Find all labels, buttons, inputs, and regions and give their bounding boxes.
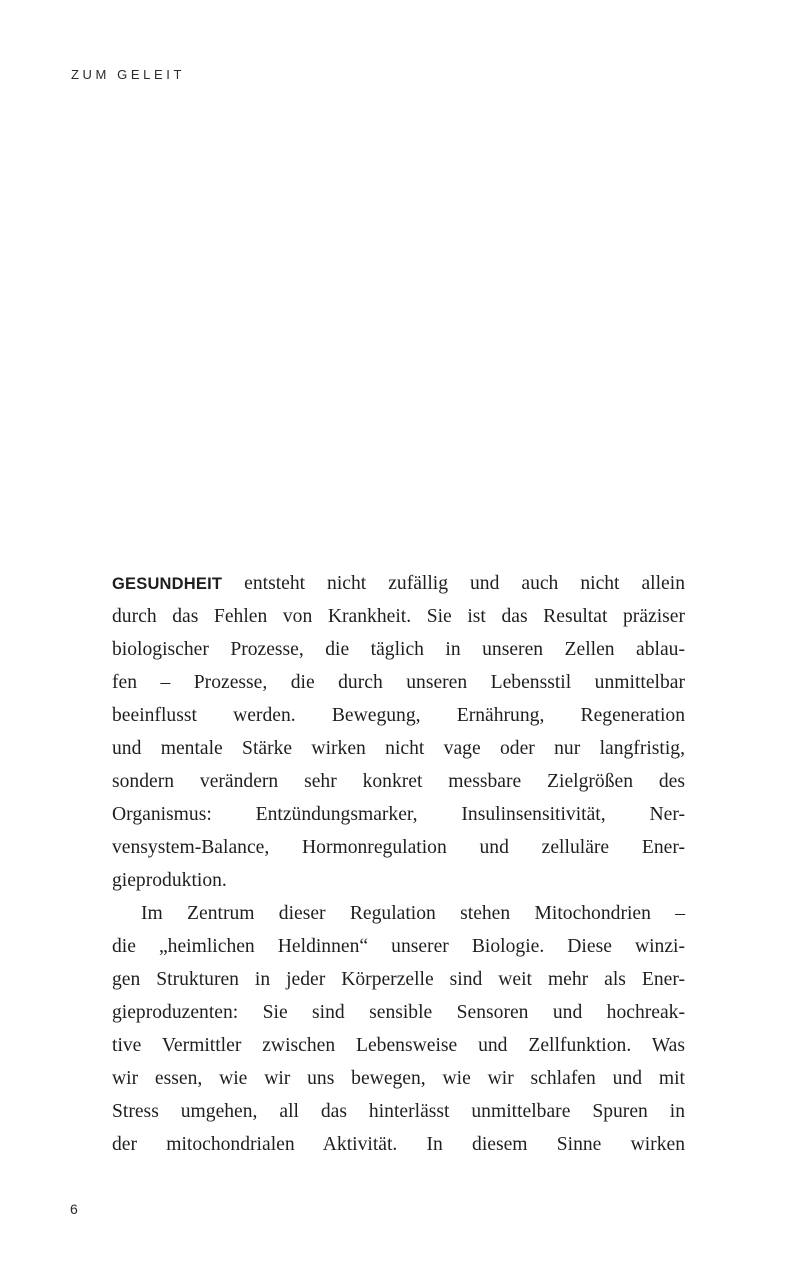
text-line: vensystem-Balance, Hormonregulation und zelluläre Ener-	[112, 837, 685, 858]
page-number: 6	[70, 1201, 78, 1217]
paragraph-2	[112, 897, 685, 1161]
text-line	[112, 897, 685, 930]
text-line: Stress umgehen, all das hinterlässt unmittelbare Spuren in	[112, 1101, 685, 1122]
text-line: wir essen, wie wir uns bewegen, wie wir schlafen und mit	[112, 1068, 685, 1089]
body-text	[112, 567, 685, 1161]
text-line: Organismus: Entzündungsmarker, Insulinsensitivität, Ner-	[112, 804, 685, 825]
text-line-content: Im Zentrum dieser Regulation stehen Mitochondrien –	[141, 903, 685, 924]
text-line: gieproduzenten: Sie sind sensible Sensoren und hochreak-	[112, 1002, 685, 1023]
text-line: fen – Prozesse, die durch unseren Lebensstil unmittelbar	[112, 672, 685, 693]
text-line: durch das Fehlen von Krankheit. Sie ist das Resultat präziser	[112, 606, 685, 627]
text-line: tive Vermittler zwischen Lebensweise und Zellfunktion. Was	[112, 1035, 685, 1056]
text-line: sondern verändern sehr konkret messbare Zielgrößen des	[112, 771, 685, 792]
text-line: gieproduktion.	[112, 870, 227, 891]
text-line: biologischer Prozesse, die täglich in unseren Zellen ablau-	[112, 639, 685, 660]
running-head: ZUM GELEIT	[71, 67, 186, 82]
text-line-content: entsteht nicht zufällig und auch nicht allein	[222, 573, 685, 594]
text-line: beeinflusst werden. Bewegung, Ernährung, Regeneration	[112, 705, 685, 726]
lead-in: GESUNDHEIT	[112, 575, 223, 593]
paragraph-1	[112, 567, 685, 897]
text-line: gen Strukturen in jeder Körperzelle sind weit mehr als Ener-	[112, 969, 685, 990]
text-line	[112, 567, 685, 600]
text-line: der mitochondrialen Aktivität. In diesem Sinne wirken	[112, 1134, 685, 1155]
text-line: und mentale Stärke wirken nicht vage oder nur langfristig,	[112, 738, 685, 759]
text-line: die „heimlichen Heldinnen“ unserer Biologie. Diese winzi-	[112, 936, 685, 957]
